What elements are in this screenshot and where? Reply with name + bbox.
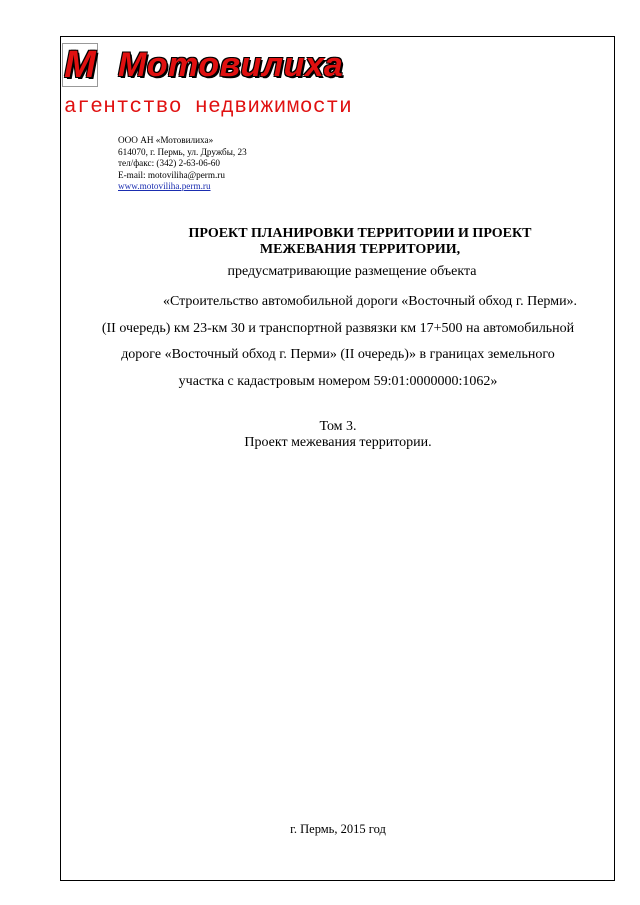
document-title — [140, 226, 580, 258]
company-phone: тел/факс: (342) 2-63-06-60 — [118, 158, 220, 168]
company-email: E-mail: motoviliha@perm.ru — [118, 169, 225, 180]
brand-name: Мотовилиха — [118, 46, 344, 84]
company-name: ООО АН «Мотовилиха» — [118, 135, 214, 145]
volume-name: Проект межевания территории. — [244, 435, 432, 450]
title-line-2: МЕЖЕВАНИЯ ТЕРРИТОРИИ, — [259, 242, 461, 257]
document-subtitle: предусматривающие размещение объекта — [227, 264, 477, 279]
document-footer: г. Пермь, 2015 год — [290, 822, 386, 836]
object-line-3: дороге «Восточный обход г. Перми» (II очередь)» в границах земельного — [121, 347, 555, 362]
title-line-1: ПРОЕКТ ПЛАНИРОВКИ ТЕРРИТОРИИ И ПРОЕКТ — [188, 226, 532, 241]
company-address: 614070, г. Пермь, ул. Дружбы, 23 — [118, 146, 247, 157]
website-link[interactable]: www.motoviliha.perm.ru — [118, 181, 211, 191]
object-line-2: (II очередь) км 23-км 30 и транспортной развязки км 17+500 на автомобильной — [101, 321, 575, 336]
volume-block — [62, 419, 614, 451]
brand-tagline: агентство недвижимости — [64, 96, 353, 119]
object-line-4: участка с кадастровым номером 59:01:0000000:1062» — [178, 374, 498, 389]
object-line-1: «Строительство автомобильной дороги «Восточный обход г. Перми». — [162, 294, 578, 309]
logo-letter: М — [64, 44, 96, 86]
company-logo — [62, 42, 343, 88]
contact-block — [118, 135, 247, 193]
logo-box — [62, 43, 98, 87]
volume-label: Том 3. — [319, 419, 357, 434]
